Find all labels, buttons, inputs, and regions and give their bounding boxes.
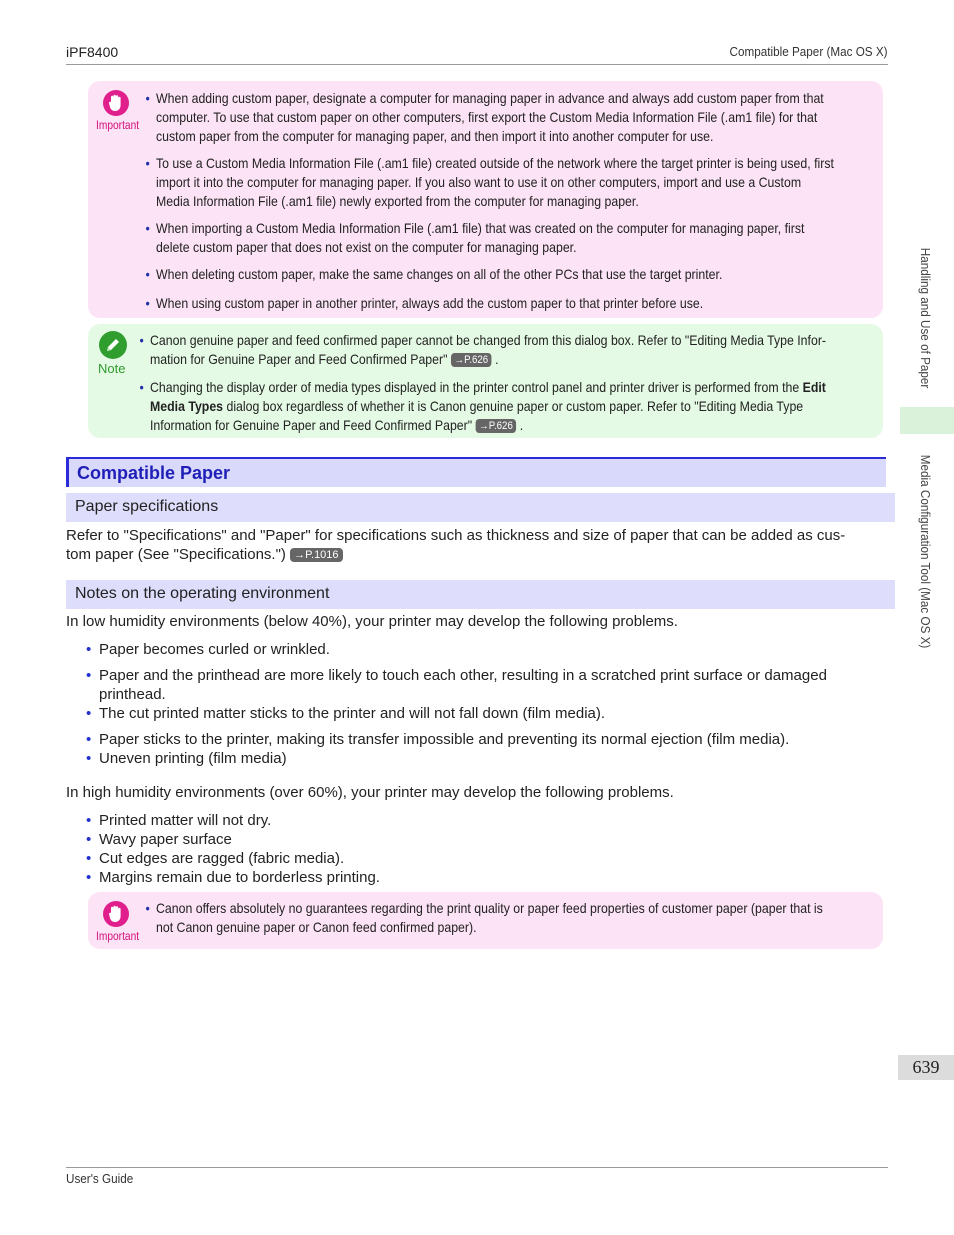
bullet-line: mation for Genuine Paper and Feed Confirmed Paper" →P.626 . xyxy=(150,351,499,367)
side-tab-handling: Handling and Use of Paper xyxy=(918,247,933,389)
subheading-paper-specifications: Paper specifications xyxy=(66,493,895,522)
header-model: iPF8400 xyxy=(66,44,119,60)
list-item: • The cut printed matter sticks to the printer and will not fall down (film media). xyxy=(86,705,606,722)
bullet-line: Canon offers absolutely no guarantees regarding the print quality or paper feed properties of customer paper (paper that is xyxy=(156,900,823,916)
hand-stop-icon xyxy=(103,901,129,927)
important-bullet xyxy=(145,89,878,146)
important-bullet xyxy=(145,154,878,211)
bullet-dot: • xyxy=(145,900,150,916)
list-item: • Paper becomes curled or wrinkled. xyxy=(86,641,330,658)
important-bullet xyxy=(145,219,878,257)
bullet-line: not Canon genuine paper or Canon feed confirmed paper). xyxy=(156,919,477,935)
bullet-line: delete custom paper that does not exist on the computer for managing paper. xyxy=(156,239,577,255)
subheading-operating-environment: Notes on the operating environment xyxy=(66,580,895,609)
bullet-line: Changing the display order of media types displayed in the printer control panel and printer driver is performed from the Edit xyxy=(150,379,826,395)
list-item: • Uneven printing (film media) xyxy=(86,750,287,767)
side-tab-media-config: Media Configuration Tool (Mac OS X) xyxy=(918,454,933,649)
important-box xyxy=(88,892,883,949)
side-tab-highlight xyxy=(900,407,954,434)
important-box xyxy=(88,81,883,318)
bullet-line: When importing a Custom Media Information File (.am1 file) that was created on the computer for managing paper, first xyxy=(156,220,805,236)
bullet-line: When adding custom paper, designate a computer for managing paper in advance and always add custom paper from that xyxy=(156,90,824,106)
bullet-line: Information for Genuine Paper and Feed Confirmed Paper" →P.626 . xyxy=(150,417,524,433)
bullet-line: Canon genuine paper and feed confirmed paper cannot be changed from this dialog box. Refer to "Editing Media Type Infor- xyxy=(150,332,827,348)
bullet-dot: • xyxy=(145,295,150,311)
low-humidity-intro: In low humidity environments (below 40%), your printer may develop the following problems. xyxy=(66,613,678,630)
page-number: 639 xyxy=(898,1055,954,1080)
page-ref-link[interactable]: →P.1016 xyxy=(290,548,342,562)
page-ref-link[interactable]: →P.626 xyxy=(476,419,517,433)
note-bullet xyxy=(139,331,880,369)
bullet-line: To use a Custom Media Information File (.am1 file) created outside of the network where the target printer is being used, first xyxy=(156,155,834,171)
bullet-dot: • xyxy=(139,332,144,348)
header-rule xyxy=(66,64,888,65)
list-item-continuation: printhead. xyxy=(99,686,166,703)
bullet-line: Media Types dialog box regardless of whether it is Canon genuine paper or custom paper. Refer to "Editing Media Type xyxy=(150,398,804,414)
list-item: • Printed matter will not dry. xyxy=(86,812,272,829)
list-item: • Margins remain due to borderless printing. xyxy=(86,869,380,886)
important-bullet xyxy=(145,265,878,284)
bullet-line: import it into the computer for managing paper. If you also want to use it on other computers, import and use a Custom xyxy=(156,174,802,190)
bullet-line: custom paper from the computer for managing paper, and then import it into another computer for use. xyxy=(156,128,714,144)
paper-specs-text: Refer to "Specifications" and "Paper" for specifications such as thickness and size of paper that can be added as cus- tom paper (See "Specifications.") →P.1016 xyxy=(66,527,846,563)
bullet-line: Media Information File (.am1 file) newly exported from the computer for managing paper. xyxy=(156,193,639,209)
bullet-line: When using custom paper in another printer, always add the custom paper to that printer before use. xyxy=(156,295,704,311)
bullet-dot: • xyxy=(139,379,144,395)
important-label: Important xyxy=(96,929,140,943)
important-bullet xyxy=(145,899,878,937)
bullet-dot: • xyxy=(145,90,150,106)
pencil-icon xyxy=(99,331,127,359)
high-humidity-intro: In high humidity environments (over 60%), your printer may develop the following problems. xyxy=(66,784,674,801)
list-item: • Wavy paper surface xyxy=(86,831,232,848)
important-label: Important xyxy=(96,118,140,132)
list-item: • Cut edges are ragged (fabric media). xyxy=(86,850,345,867)
note-box xyxy=(88,324,883,438)
bullet-dot: • xyxy=(145,220,150,236)
note-label: Note xyxy=(98,361,126,376)
section-title: Compatible Paper xyxy=(77,463,231,483)
section-heading xyxy=(66,457,886,487)
list-item: • Paper sticks to the printer, making its transfer impossible and preventing its normal ejection (film media). xyxy=(86,731,790,748)
important-bullet xyxy=(145,294,878,313)
header-section-title: Compatible Paper (Mac OS X) xyxy=(729,44,888,59)
page-ref-link[interactable]: →P.626 xyxy=(451,353,492,367)
list-item: • Paper and the printhead are more likely to touch each other, resulting in a scratched print surface or damaged xyxy=(86,667,827,684)
footer-rule xyxy=(66,1167,888,1168)
bullet-dot: • xyxy=(145,155,150,171)
footer-guide: User's Guide xyxy=(66,1171,134,1186)
bullet-dot: • xyxy=(145,266,150,282)
bullet-line: computer. To use that custom paper on other computers, first export the Custom Media Information File (.am1 file) for that xyxy=(156,109,818,125)
hand-stop-icon xyxy=(103,90,129,116)
bullet-line: When deleting custom paper, make the same changes on all of the other PCs that use the target printer. xyxy=(156,266,723,282)
note-bullet xyxy=(139,378,880,435)
